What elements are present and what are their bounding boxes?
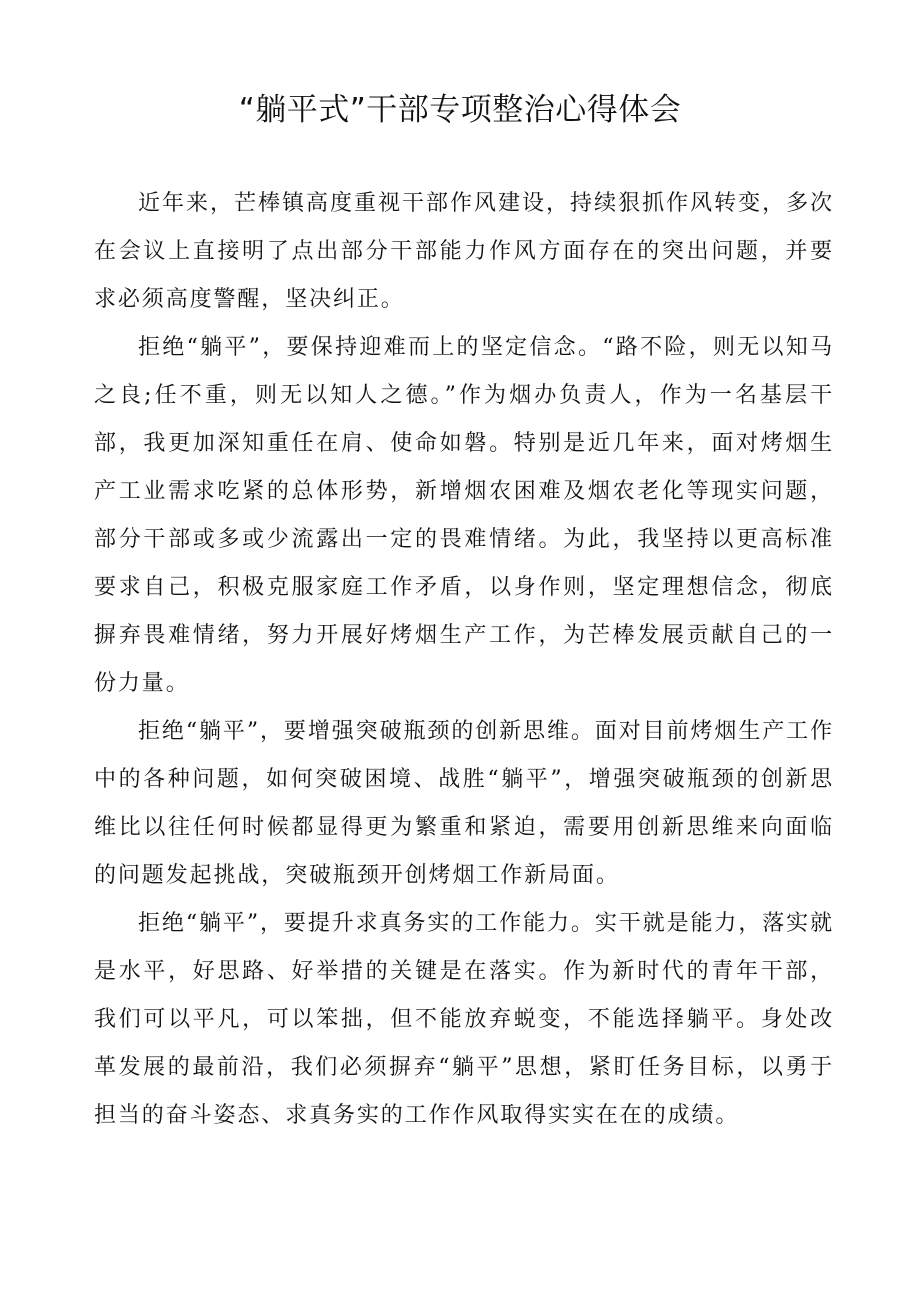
document-body bbox=[94, 180, 834, 1140]
paragraph-2: 拒绝“躺平”，要保持迎难而上的坚定信念。“路不险，则无以知马之良;任不重，则无以知人之德。”作为烟办负责人，作为一名基层干部，我更加深知重任在肩、使命如磐。特别是近几年来，面对烤烟生产工业需求吃紧的总体形势，新增烟农困难及烟农老化等现实问题，部分干部或多或少流露出一定的畏难情绪。为此，我坚持以更高标准要求自己，积极克服家庭工作矛盾，以身作则，坚定理想信念，彻底摒弃畏难情绪，努力开展好烤烟生产工作，为芒棒发展贡献自己的一份力量。 bbox=[94, 335, 834, 696]
document-title: “躺平式”干部专项整治心得体会 bbox=[238, 92, 682, 128]
paragraph-4: 拒绝“躺平”，要提升求真务实的工作能力。实干就是能力，落实就是水平，好思路、好举措的关键是在落实。作为新时代的青年干部，我们可以平凡，可以笨拙，但不能放弃蜕变，不能选择躺平。身处改革发展的最前沿，我们必须摒弃“躺平”思想，紧盯任务目标，以勇于担当的奋斗姿态、求真务实的工作作风取得实实在在的成绩。 bbox=[94, 911, 834, 1128]
paragraph-1: 近年来，芒棒镇高度重视干部作风建设，持续狠抓作风转变，多次在会议上直接明了点出部分干部能力作风方面存在的突出问题，并要求必须高度警醒，坚决纠正。 bbox=[94, 191, 834, 312]
paragraph-3: 拒绝“躺平”，要增强突破瓶颈的创新思维。面对目前烤烟生产工作中的各种问题，如何突破困境、战胜“躺平”，增强突破瓶颈的创新思维比以往任何时候都显得更为繁重和紧迫，需要用创新思维来向面临的问题发起挑战，突破瓶颈开创烤烟工作新局面。 bbox=[94, 719, 834, 888]
